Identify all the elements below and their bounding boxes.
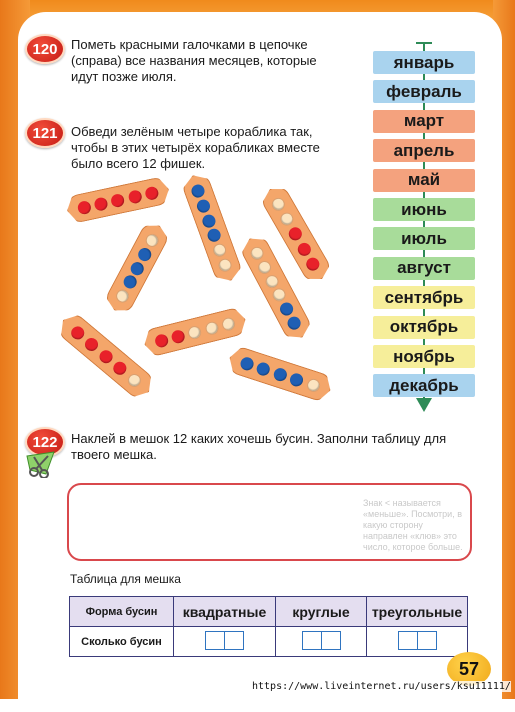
month-label[interactable]: апрель [373,139,475,162]
chip-blue [196,197,213,214]
month-chain-start-tick [416,42,432,44]
month-label[interactable]: ноябрь [373,345,475,368]
column-square: квадратные [174,597,276,627]
task-number-badge: 120 [25,34,65,64]
chip-cream [212,242,229,259]
chip-red [77,199,92,214]
row-header-shape: Форма бусин [70,597,174,627]
chip-cream [256,258,274,276]
beads-table [69,596,468,657]
chip-cream [279,210,297,228]
month-label[interactable]: июль [373,227,475,250]
chip-blue [128,259,146,277]
chip-blue [206,227,223,244]
number-input-box[interactable] [302,631,341,650]
chip-blue [190,182,207,199]
task-text: Обведи зелёным четыре кораблика так, чтобы в этих четырёх корабликах вместе было всего 12 фишек. [71,124,320,171]
page-number: 57 [447,652,491,686]
task-number-badge: 121 [25,118,65,148]
chip-red [154,332,170,348]
task-text: Наклей в мешок 12 каких хочешь бусин. Заполни таблицу для твоего мешка. [71,431,447,462]
arrow-down-icon [416,398,432,412]
chip-blue [121,273,139,291]
count-cell-triangle [367,627,468,657]
month-label[interactable]: декабрь [373,374,475,397]
chip-cream [217,257,234,274]
chip-cream [125,371,143,389]
chip-cream [220,316,236,332]
chip-cream [113,287,131,305]
source-url: https://www.liveinternet.ru/users/ksu11111/ [252,681,511,692]
chip-cream [204,320,220,336]
chip-red [68,323,86,341]
chip-red [287,225,305,243]
chip-cream [249,244,267,262]
month-label[interactable]: февраль [373,80,475,103]
chip-red [93,196,108,211]
count-cell-round [276,627,367,657]
chip-cream [270,195,288,213]
column-triangle: треугольные [367,597,468,627]
column-round: круглые [276,597,367,627]
chip-blue [272,366,288,382]
month-label[interactable]: сентябрь [373,286,475,309]
number-input-box[interactable] [398,631,437,650]
month-label[interactable]: май [373,169,475,192]
chip-red [170,328,186,344]
task-number-badge: 122 [25,427,65,457]
chip-blue [278,300,296,318]
bleed-through-text: Знак < называется «меньше». Посмотри, в какую сторону направлен «клюв» это число, которое больше. [363,498,463,552]
month-label[interactable]: март [373,110,475,133]
month-label[interactable]: август [373,257,475,280]
chip-red [97,347,115,365]
month-label[interactable]: октябрь [373,316,475,339]
chip-red [296,240,314,258]
chip-cream [187,324,203,340]
chip-blue [255,360,271,376]
chip-cream [305,377,321,393]
chip-blue [136,245,154,263]
row-header-count: Сколько бусин [70,627,174,657]
count-cell-square [174,627,276,657]
chip-red [110,192,125,207]
chip-cream [143,231,161,249]
chip-red [111,359,129,377]
chip-red [83,335,101,353]
chip-red [127,189,142,204]
chip-blue [201,212,218,229]
scissors-sticker-icon [24,448,58,478]
chip-red [304,255,322,273]
month-label[interactable]: июнь [373,198,475,221]
month-label[interactable]: январь [373,51,475,74]
number-input-box[interactable] [205,631,244,650]
chip-blue [286,314,304,332]
chip-blue [288,371,304,387]
chip-red [144,185,159,200]
task-text: Пометь красными галочками в цепочке (справа) все названия месяцев, которые идут позже июля. [71,37,317,84]
table-title: Таблица для мешка [70,572,181,586]
chip-blue [239,355,255,371]
